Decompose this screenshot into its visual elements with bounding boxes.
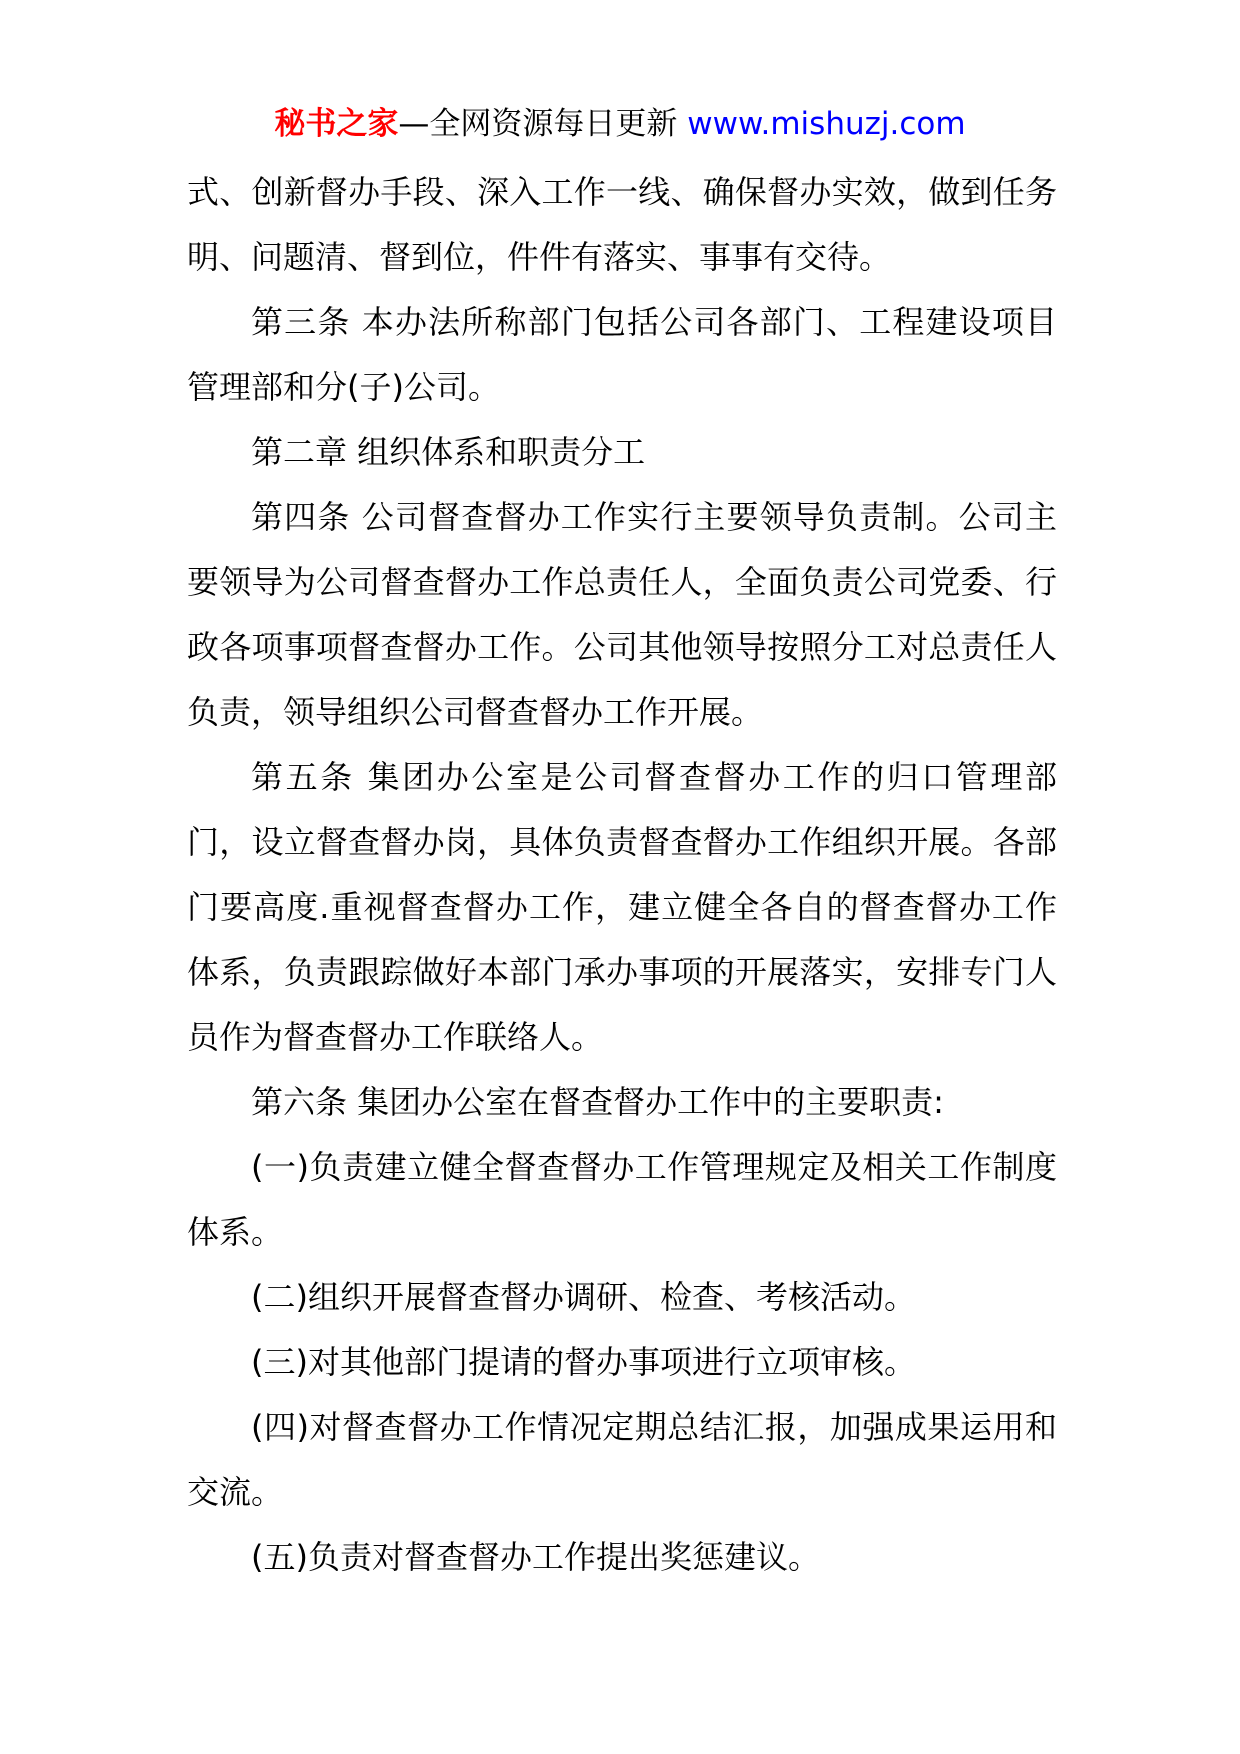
chapter-heading: 第二章 组织体系和职责分工 [251, 433, 646, 471]
paragraph: 第四条 公司督查督办工作实行主要领导负责制。公司主要领导为公司督查督办工作总责任人，全面负责公司党委、行政各项事项督查督办工作。公司其他领导按照分工对总责任人负责，领导组织公司督查督办工作开展。 [187, 498, 1057, 731]
list-item: (二)组织开展督查督办调研、检查、考核活动。 [251, 1278, 916, 1316]
document-body [187, 160, 1057, 1590]
paragraph: 第三条 本办法所称部门包括公司各部门、工程建设项目管理部和分(子)公司。 [187, 303, 1057, 406]
site-url-link[interactable]: www.mishuzj.com [687, 106, 966, 142]
list-item: (五)负责对督查督办工作提出奖惩建议。 [251, 1538, 820, 1576]
paragraph: 式、创新督办手段、深入工作一线、确保督办实效，做到任务明、问题清、督到位，件件有落实、事事有交待。 [187, 173, 1057, 276]
list-item: (四)对督查督办工作情况定期总结汇报，加强成果运用和交流。 [187, 1408, 1057, 1511]
paragraph: 第五条 集团办公室是公司督查督办工作的归口管理部门，设立督查督办岗，具体负责督查督办工作组织开展。各部门要高度.重视督查督办工作，建立健全各自的督查督办工作体系，负责跟踪做好本部门承办事项的开展落实，安排专门人员作为督查督办工作联络人。 [187, 758, 1057, 1056]
brand-name: 秘书之家 [274, 106, 399, 142]
paragraph: 第六条 集团办公室在督查督办工作中的主要职责: [251, 1083, 944, 1121]
list-item: (三)对其他部门提请的督办事项进行立项审核。 [251, 1343, 916, 1381]
header-tagline: —全网资源每日更新 [398, 106, 678, 142]
page-header [0, 100, 1240, 148]
list-item: (一)负责建立健全督查督办工作管理规定及相关工作制度体系。 [187, 1148, 1057, 1251]
